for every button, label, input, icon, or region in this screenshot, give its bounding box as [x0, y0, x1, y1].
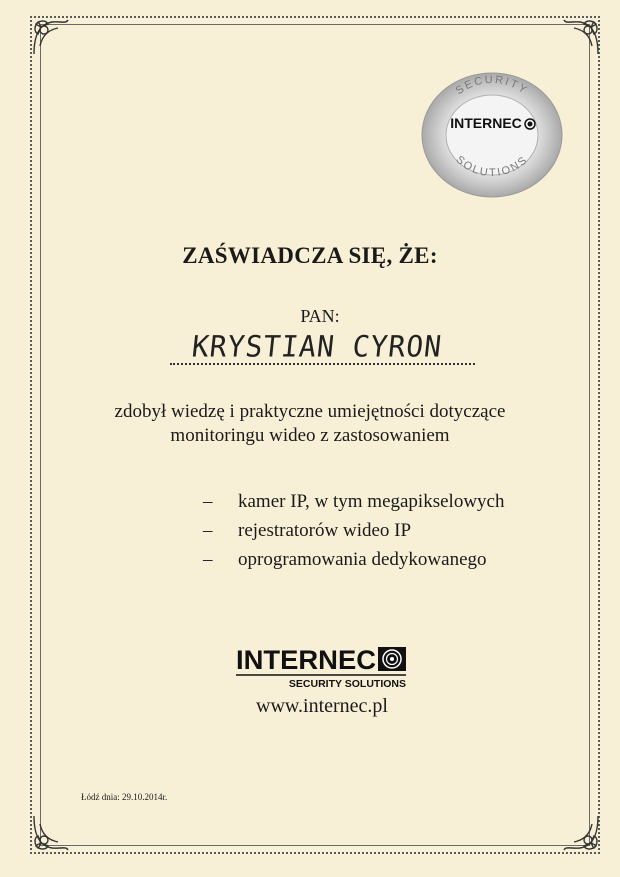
seal-ring-bottom: SOLUTIONS [453, 153, 531, 180]
list-item-text: rejestratorów wideo IP [238, 520, 412, 541]
seal-brand: INTERNEC [450, 115, 522, 131]
list-item [203, 549, 583, 578]
recipient-name-field [170, 330, 480, 370]
bullet-dash: – [203, 520, 213, 541]
seal-ring-top: SECURITY [453, 73, 531, 98]
dotted-line [170, 363, 475, 365]
list-item-text: kamer IP, w tym megapikselowych [238, 491, 505, 512]
list-item-text: oprogramowania dedykowanego [238, 549, 487, 570]
corner-ornament-icon [560, 16, 602, 58]
list-item [203, 520, 583, 549]
corner-ornament-icon [560, 812, 602, 854]
corner-ornament-icon [30, 812, 72, 854]
salutation-label: PAN: [300, 306, 340, 326]
place-and-date: Łódź dnia: 29.10.2014r. [81, 792, 168, 802]
corner-ornament-icon [30, 16, 72, 58]
recipient-name: KRYSTIAN CYRON [190, 329, 444, 364]
hologram-seal [418, 70, 566, 200]
logo-tagline: SECURITY SOLUTIONS [288, 678, 406, 690]
bullet-dash: – [203, 549, 213, 570]
skills-list [203, 491, 583, 578]
description-line-2: monitoringu wideo z zastosowaniem [170, 425, 450, 446]
description [0, 400, 620, 448]
list-item [203, 491, 583, 520]
logo-brand-text: INTERNEC [236, 645, 376, 675]
description-line-1: zdobył wiedzę i praktyczne umiejętności dotyczące [114, 401, 506, 422]
certificate-heading: ZAŚWIADCZA SIĘ, ŻE: [182, 243, 438, 268]
website-link[interactable]: www.internec.pl [256, 695, 388, 717]
internec-logo [236, 644, 408, 690]
bullet-dash: – [203, 491, 213, 512]
